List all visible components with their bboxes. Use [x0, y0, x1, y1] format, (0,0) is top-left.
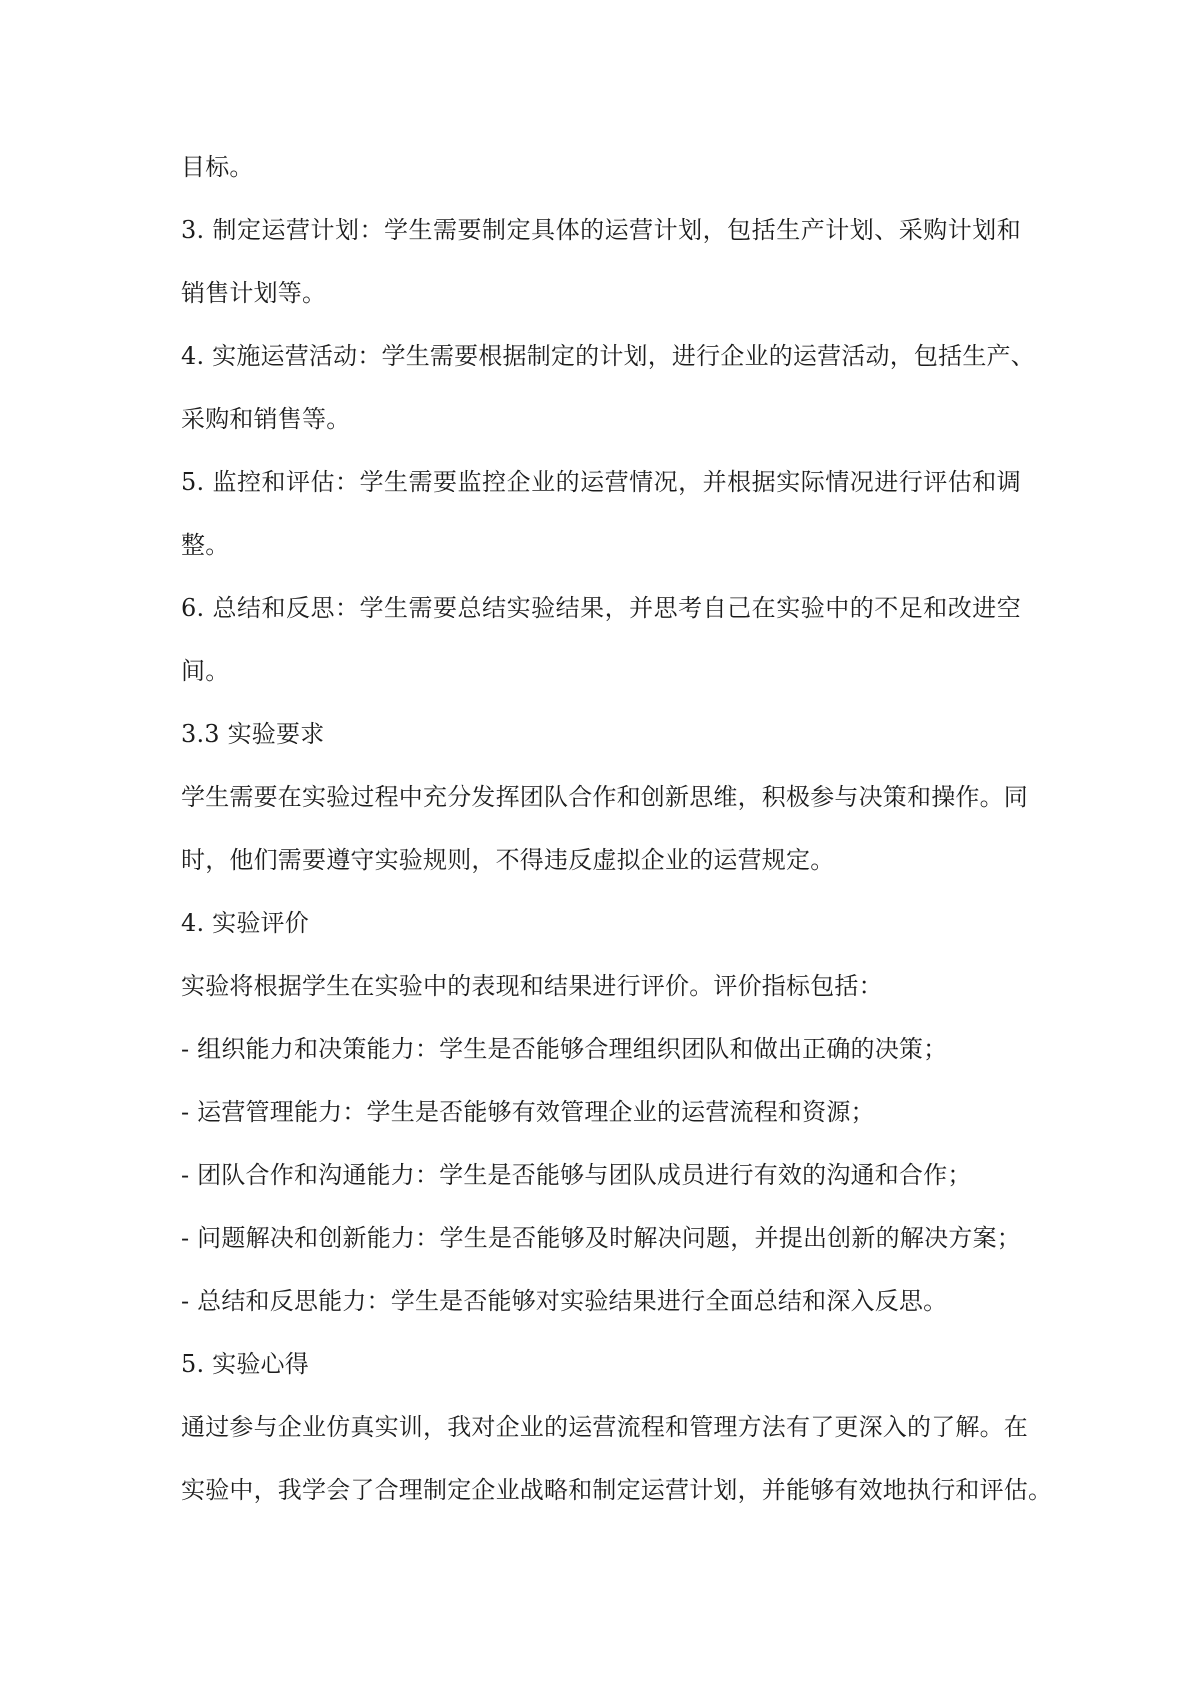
list-item: - 组织能力和决策能力：学生是否能够合理组织团队和做出正确的决策；: [181, 1035, 948, 1063]
paragraph-line: 目标。: [181, 153, 254, 181]
paragraph-line: 实验将根据学生在实验中的表现和结果进行评价。评价指标包括：: [181, 972, 883, 1000]
list-item: - 总结和反思能力：学生是否能够对实验结果进行全面总结和深入反思。: [181, 1287, 948, 1315]
paragraph-line: 通过参与企业仿真实训，我对企业的运营流程和管理方法有了更深入的了解。在: [181, 1413, 1028, 1441]
paragraph-line: 学生需要在实验过程中充分发挥团队合作和创新思维，积极参与决策和操作。同: [181, 783, 1028, 811]
paragraph-line: 3. 制定运营计划：学生需要制定具体的运营计划，包括生产计划、采购计划和: [181, 216, 1021, 244]
section-heading: 3.3 实验要求: [181, 720, 325, 748]
paragraph-line: 4. 实施运营活动：学生需要根据制定的计划，进行企业的运营活动，包括生产、: [181, 342, 1035, 370]
list-item: - 团队合作和沟通能力：学生是否能够与团队成员进行有效的沟通和合作；: [181, 1161, 972, 1189]
paragraph-line: 整。: [181, 531, 230, 559]
paragraph-line: 采购和销售等。: [181, 405, 351, 433]
paragraph-line: 实验中，我学会了合理制定企业战略和制定运营计划，并能够有效地执行和评估。: [181, 1476, 1053, 1504]
document-body: [181, 147, 1053, 1533]
list-item: - 运营管理能力：学生是否能够有效管理企业的运营流程和资源；: [181, 1098, 875, 1126]
section-heading: 5. 实验心得: [181, 1350, 309, 1378]
paragraph-line: 5. 监控和评估：学生需要监控企业的运营情况，并根据实际情况进行评估和调: [181, 468, 1021, 496]
paragraph-line: 销售计划等。: [181, 279, 327, 307]
paragraph-line: 间。: [181, 657, 230, 685]
paragraph-line: 6. 总结和反思：学生需要总结实验结果，并思考自己在实验中的不足和改进空: [181, 594, 1021, 622]
paragraph-line: 时，他们需要遵守实验规则，不得违反虚拟企业的运营规定。: [181, 846, 835, 874]
section-heading: 4. 实验评价: [181, 909, 309, 937]
list-item: - 问题解决和创新能力：学生是否能够及时解决问题，并提出创新的解决方案；: [181, 1224, 1021, 1252]
